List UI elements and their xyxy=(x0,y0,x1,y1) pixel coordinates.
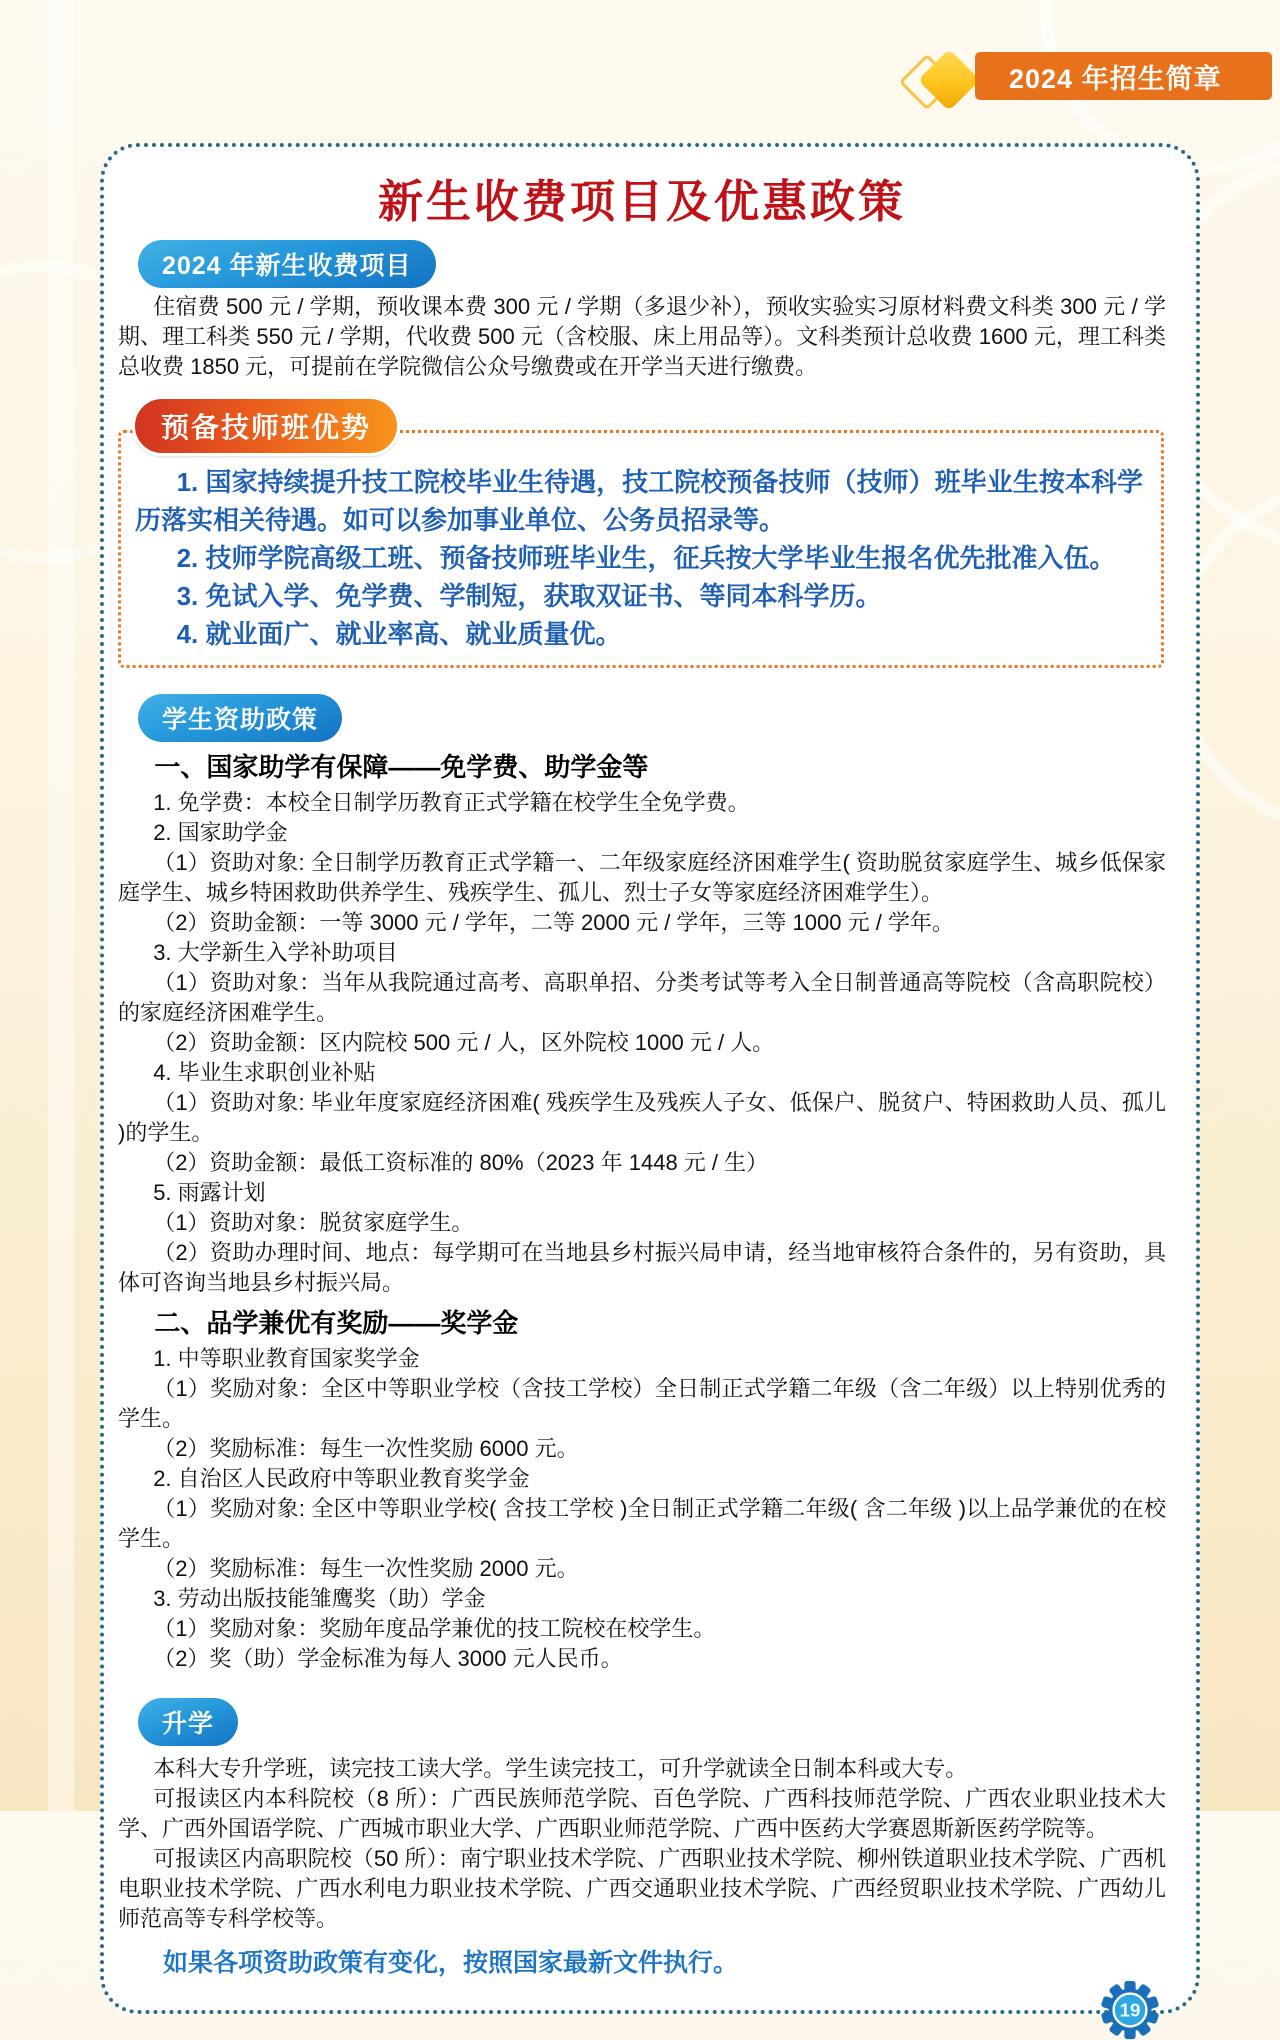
aid-paragraph: （2）奖励标准：每生一次性奖励 2000 元。 xyxy=(153,1556,579,1581)
study-section-header-row xyxy=(138,1698,1166,1746)
aid-part2-paragraphs xyxy=(118,1344,1166,1674)
aid-paragraph: 3. 劳动出版技能雏鹰奖（助）学金 xyxy=(153,1586,486,1611)
header-badge xyxy=(975,52,1272,100)
page-number: 19 xyxy=(1119,1999,1141,2021)
study-paragraph: 可报读区内本科院校（8 所）：广西民族师范学院、百色学院、广西科技师范学院、广西农业职业技术大学、广西外国语学院、广西城市职业大学、广西职业师范学院、广西中医药大学赛恩斯新医药学院等。 xyxy=(118,1786,1166,1841)
aid-section-header-row xyxy=(138,694,1166,742)
aid-paragraph: （1）奖励对象：奖励年度品学兼优的技工院校在校学生。 xyxy=(153,1616,716,1641)
diamond-icon xyxy=(895,48,985,112)
section-fees-header-row xyxy=(138,240,1166,288)
aid-paragraph: 4. 毕业生求职创业补贴 xyxy=(153,1060,376,1085)
aid-paragraph: （2）资助办理时间、地点：每学期可在当地县乡村振兴局申请，经当地审核符合条件的，另有资助，具体可咨询当地县乡村振兴局。 xyxy=(118,1240,1166,1295)
aid-paragraph: 2. 国家助学金 xyxy=(153,820,288,845)
aid-paragraph: （2）资助金额：最低工资标准的 80%（2023 年 1448 元 / 生） xyxy=(153,1150,769,1175)
study-paragraph: 本科大专升学班，读完技工读大学。学生读完技工，可升学就读全日制本科或大专。 xyxy=(153,1756,968,1781)
aid-paragraph: （1）资助对象：当年从我院通过高考、高职单招、分类考试等考入全日制普通高等院校（含高职院校）的家庭经济困难学生。 xyxy=(118,970,1166,1025)
aid-paragraph: （2）资助金额：区内院校 500 元 / 人，区外院校 1000 元 / 人。 xyxy=(153,1030,775,1055)
aid-section-pill: 学生资助政策 xyxy=(138,694,342,742)
advantage-item: 1. 国家持续提升技工院校毕业生待遇，技工院校预备技师（技师）班毕业生按本科学历落实相关待遇。如可以参加事业单位、公务员招录等。 xyxy=(135,467,1143,535)
aid-paragraph: 1. 免学费：本校全日制学历教育正式学籍在校学生全免学费。 xyxy=(153,790,750,815)
aid-part2-title: 二、品学兼优有奖励——奖学金 xyxy=(154,1308,519,1338)
policy-footnote: 如果各项资助政策有变化，按照国家最新文件执行。 xyxy=(163,1949,739,1977)
aid-paragraph: （1）奖励对象: 全区中等职业学校( 含技工学校 )全日制正式学籍二年级( 含二年级 )以上品学兼优的在校学生。 xyxy=(118,1496,1166,1551)
content-card xyxy=(100,143,1200,2021)
advantages-pill: 预备技师班优势 xyxy=(132,396,400,456)
aid-paragraph: （1）奖励对象：全区中等职业学校（含技工学校）全日制正式学籍二年级（含二年级）以上特别优秀的学生。 xyxy=(118,1376,1166,1431)
aid-paragraph: 1. 中等职业教育国家奖学金 xyxy=(153,1346,420,1371)
page-title: 新生收费项目及优惠政策 xyxy=(377,176,906,227)
aid-paragraph: （1）资助对象：脱贫家庭学生。 xyxy=(153,1210,474,1235)
aid-paragraph: （1）资助对象: 全日制学历教育正式学籍一、二年级家庭经济困难学生( 资助脱贫家庭学生、城乡低保家庭学生、城乡特困救助供养学生、残疾学生、孤儿、烈士子女等家庭经济困难学生）。 xyxy=(118,850,1166,905)
advantage-item: 3. 免试入学、免学费、学制短，获取双证书、等同本科学历。 xyxy=(176,581,882,611)
advantage-item: 2. 技师学院高级工班、预备技师班毕业生，征兵按大学毕业生报名优先批准入伍。 xyxy=(176,543,1116,573)
aid-paragraph: 5. 雨露计划 xyxy=(153,1180,266,1205)
advantages-section xyxy=(118,412,1164,668)
aid-paragraph: （2）资助金额：一等 3000 元 / 学年，二等 2000 元 / 学年，三等 1000 元 / 学年。 xyxy=(153,910,954,935)
study-paragraphs xyxy=(118,1754,1166,1934)
fees-section-pill: 2024 年新生收费项目 xyxy=(138,240,436,288)
aid-part1-paragraphs xyxy=(118,788,1166,1298)
aid-paragraph: （2）奖（助）学金标准为每人 3000 元人民币。 xyxy=(153,1646,623,1671)
aid-paragraph: 3. 大学新生入学补助项目 xyxy=(153,940,398,965)
aid-paragraph: 2. 自治区人民政府中等职业教育奖学金 xyxy=(153,1466,530,1491)
advantage-item: 4. 就业面广、就业率高、就业质量优。 xyxy=(176,619,622,649)
aid-part1-title: 一、国家助学有保障——免学费、助学金等 xyxy=(154,752,649,782)
advantages-box xyxy=(118,430,1164,668)
aid-paragraph: （2）奖励标准：每生一次性奖励 6000 元。 xyxy=(153,1436,579,1461)
header-badge-label: 2024 年招生简章 xyxy=(1009,63,1222,94)
study-section-pill: 升学 xyxy=(138,1698,238,1746)
gear-page-number-icon xyxy=(1100,1980,1160,2040)
aid-paragraph: （1）资助对象: 毕业年度家庭经济困难( 残疾学生及残疾人子女、低保户、脱贫户、特困救助人员、孤儿 )的学生。 xyxy=(118,1090,1166,1145)
study-paragraph: 可报读区内高职院校（50 所）：南宁职业技术学院、广西职业技术学院、柳州铁道职业技术学院、广西机电职业技术学院、广西水利电力职业技术学院、广西交通职业技术学院、广西经贸职业技术学院、广西幼儿师范高等专科学校等。 xyxy=(118,1846,1166,1931)
fees-paragraph: 住宿费 500 元 / 学期，预收课本费 300 元 / 学期（多退少补），预收实验实习原材料费文科类 300 元 / 学期、理工科类 550 元 / 学期，代收费 500 元（含校服、床上用品等）。文科类预计总收费 1600 元，理工科类总收费 1850 元，可提前在学院微信公众号缴费或在开学当天进行缴费。 xyxy=(118,294,1166,379)
